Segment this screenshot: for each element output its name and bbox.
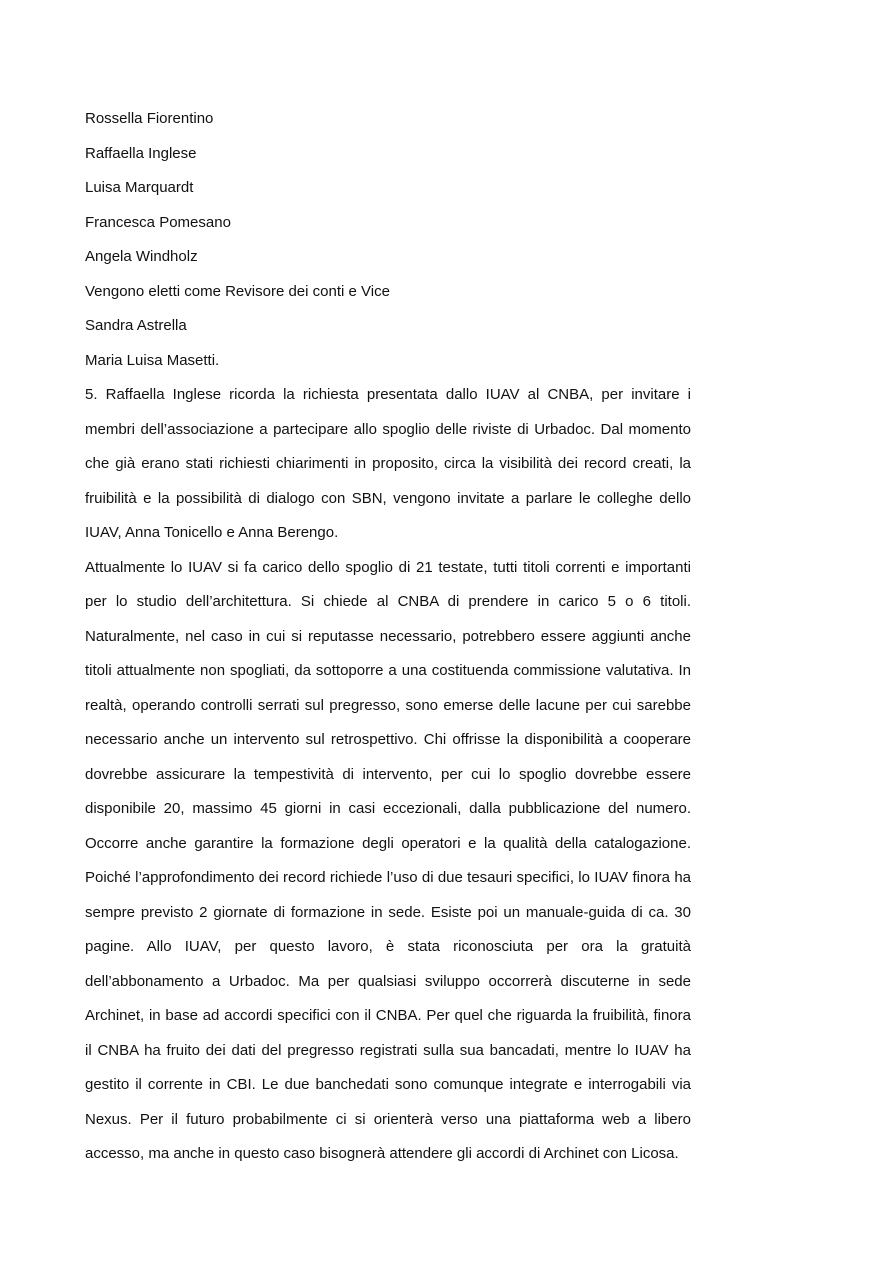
name-line: Raffaella Inglese: [85, 144, 197, 162]
name-line: Francesca Pomesano: [85, 213, 231, 231]
auditors-intro: Vengono eletti come Revisore dei conti e Vice: [85, 282, 390, 300]
name-line: Angela Windholz: [85, 248, 198, 265]
paragraph-urbadoc-details: Attualmente lo IUAV si fa carico dello spoglio di 21 testate, tutti titoli correnti e importanti per lo studio dell’architettura. Si chiede al CNBA di prendere in carico 5 o 6 titoli. Naturalmente, nel caso in cui si reputasse necessario, potrebbero essere aggiunti anche titoli attualmente non spogliati, da sottoporre a una costituenda commissione valutativa. In realtà, operando controlli serrati sul pregresso, sono emerse delle lacune per cui sarebbe necessario anche un intervento sul retrospettivo. Chi offrisse la disponibilità a cooperare dovrebbe assicurare la tempestività di intervento, per cui lo spoglio dovrebbe essere disponibile 20, massimo 45 giorni in casi eccezionali, dalla pubblicazione del numero. Occorre anche garantire la formazione degli operatori e la qualità della catalogazione. Poiché l’approfondimento dei record richiede l’uso di due tesauri specifici, lo IUAV finora ha sempre previsto 2 giornate di formazione in sede. Esiste poi un manuale-guida di ca. 30 pagine. Allo IUAV, per questo lavoro, è stata riconosciuta per ora la gratuità dell’abbonamento a Urbadoc. Ma per qualsiasi sviluppo occorrerà discuterne in sede Archinet, in base ad accordi specifici con il CNBA. Per quel che riguarda la fruibilità, finora il CNBA ha fruito dei dati del pregresso registrati sulla sua bancadati, mentre lo IUAV ha gestito il corrente in CBI. Le due banchedati sono comunque integrate e interrogabili via Nexus. Per il futuro probabilmente ci si orienterà verso una piattaforma web a libero accesso, ma anche in questo caso bisognerà attendere gli accordi di Archinet con Licosa.: [85, 558, 691, 1162]
auditor-name: Maria Luisa Masetti.: [85, 351, 220, 369]
name-line: Rossella Fiorentino: [85, 110, 214, 127]
name-line: Luisa Marquardt: [85, 179, 194, 196]
auditor-name: Sandra Astrella: [85, 317, 187, 334]
document-page: [85, 102, 691, 1172]
paragraph-item-5: 5. Raffaella Inglese ricorda la richiesta presentata dallo IUAV al CNBA, per invitare i membri dell’associazione a partecipare allo spoglio delle riviste di Urbadoc. Dal momento che già erano stati richiesti chiarimenti in proposito, circa la visibilità dei record creati, la fruibilità e la possibilità di dialogo con SBN, vengono invitate a parlare le colleghe dello IUAV, Anna Tonicello e Anna Berengo.: [85, 386, 691, 541]
